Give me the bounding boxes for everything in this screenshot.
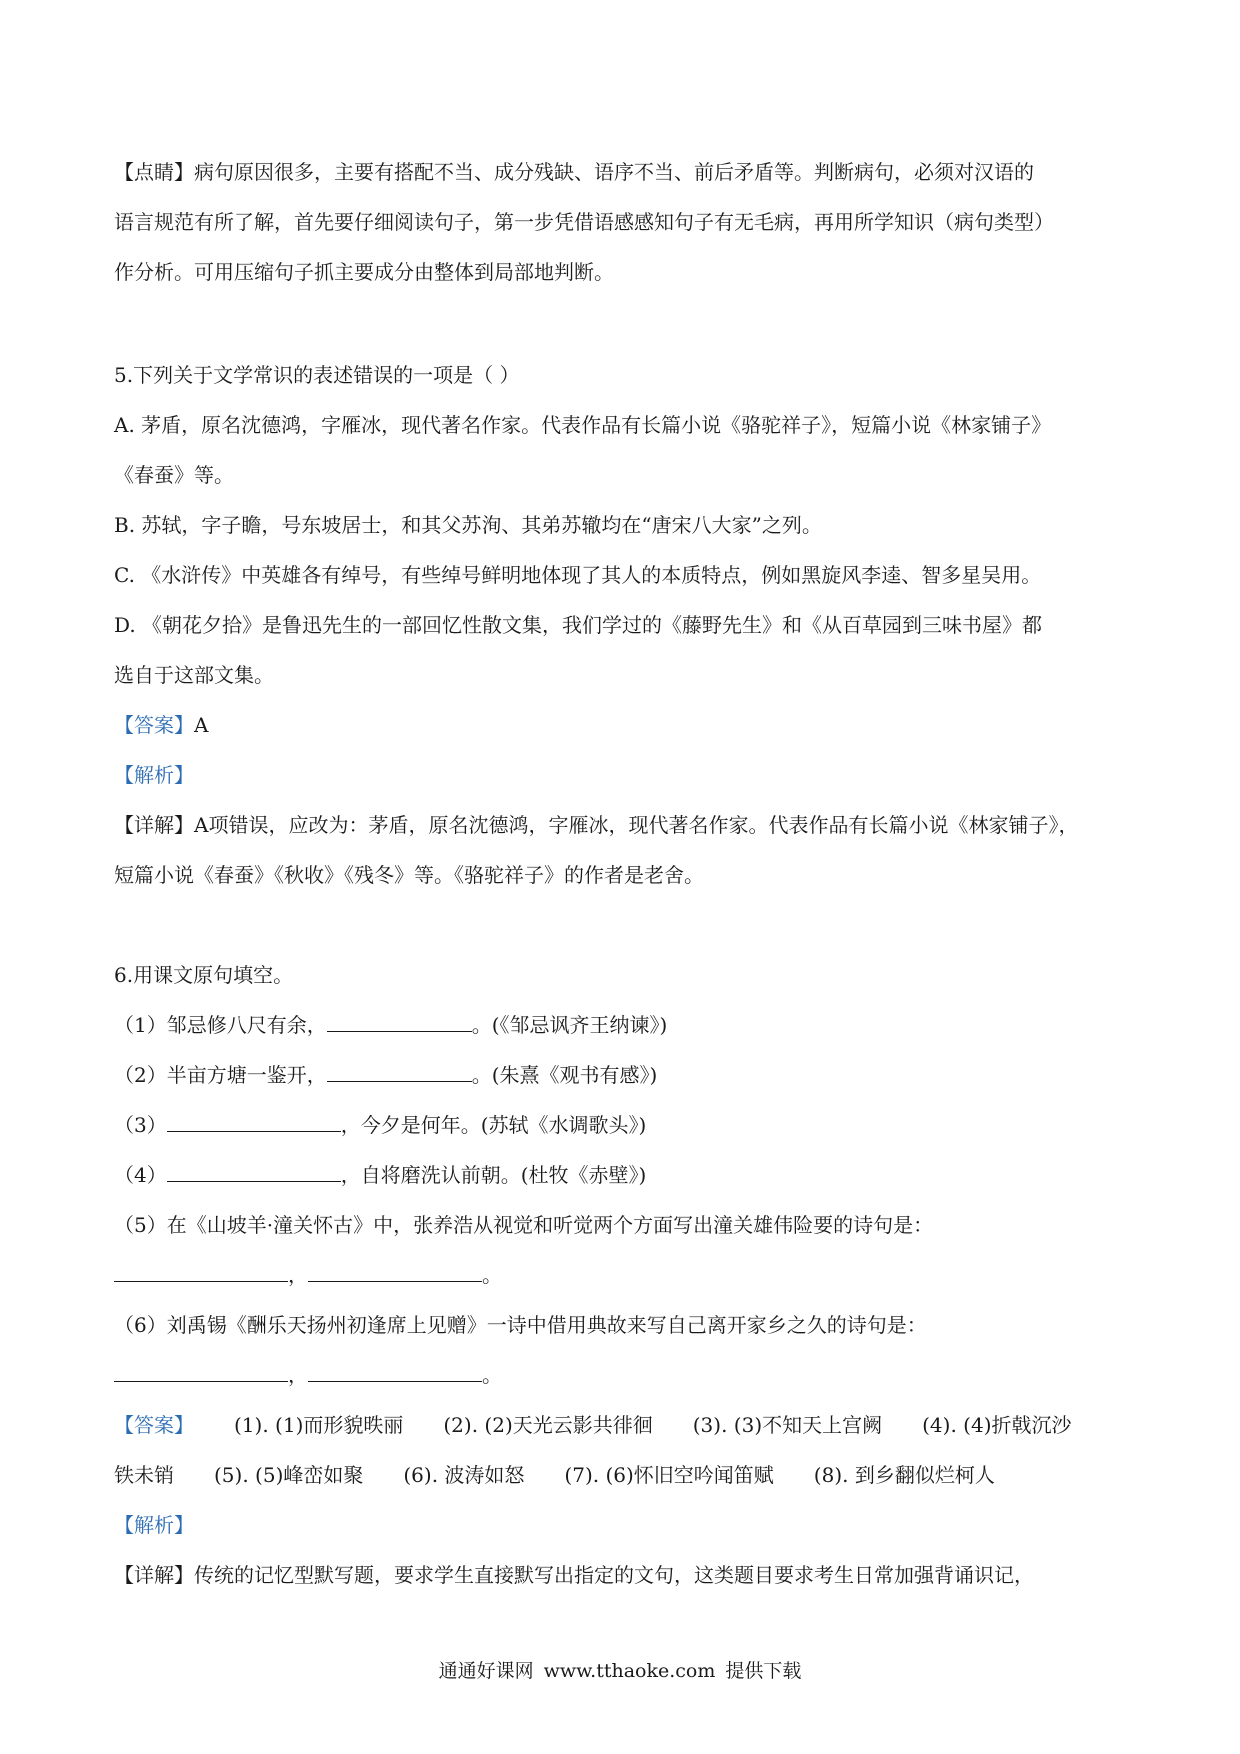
answer-item: (4). (4)折戟沉沙	[922, 1413, 1072, 1437]
question-5	[114, 350, 1130, 900]
q6-item-1: （1）邹忌修八尺有余， 。(《邹忌讽齐王纳谏》)	[114, 1000, 1130, 1050]
q5-analysis-tag: 【解析】	[114, 763, 194, 787]
q5-detail-line: A项错误，应改为：茅盾，原名沈德鸿，字雁冰，现代著名作家。代表作品有长篇小说《林家铺子》，	[194, 813, 1079, 837]
dianjing-line: 作分析。可用压缩句子抓主要成分由整体到局部地判断。	[114, 260, 614, 284]
q6-item-6: （6）刘禹锡《酬乐天扬州初逢席上见赠》一诗中借用典故来写自己离开家乡之久的诗句是：	[114, 1313, 927, 1337]
fill-blank	[167, 1101, 341, 1132]
q6-answers-line-1	[114, 1400, 1130, 1450]
answer-item: (7). (6)怀旧空吟闻笛赋	[564, 1463, 774, 1487]
answer-item: (5). (5)峰峦如聚	[214, 1463, 364, 1487]
q6-analysis-tag: 【解析】	[114, 1513, 194, 1537]
q5-option-b: B. 苏轼，字子瞻，号东坡居士，和其父苏洵、其弟苏辙均在“唐宋八大家”之列。	[114, 513, 822, 537]
answer-item: (3). (3)不知天上宫阙	[692, 1413, 883, 1437]
answer-item: 铁未销	[114, 1463, 174, 1487]
q6-item-5: （5）在《山坡羊·潼关怀古》中，张养浩从视觉和听觉两个方面写出潼关雄伟险要的诗句是：	[114, 1213, 934, 1237]
fill-blank	[308, 1251, 482, 1282]
q5-option-a: A. 茅盾，原名沈德鸿，字雁冰，现代著名作家。代表作品有长篇小说《骆驼祥子》，短篇小说《林家铺子》	[114, 413, 1052, 437]
q6-stem: 6.用课文原句填空。	[114, 963, 294, 987]
dianjing-tag: 【点睛】	[114, 160, 194, 184]
q6-item-6-blanks: ， 。	[114, 1350, 1130, 1400]
fill-blank	[114, 1351, 288, 1382]
q5-stem: 5.下列关于文学常识的表述错误的一项是（ ）	[114, 363, 520, 387]
q6-detail-line: 传统的记忆型默写题，要求学生直接默写出指定的文句，这类题目要求考生日常加强背诵识记，	[194, 1563, 1034, 1587]
dianjing-line: 病句原因很多，主要有搭配不当、成分残缺、语序不当、前后矛盾等。判断病句，必须对汉语的	[194, 160, 1034, 184]
fill-blank	[308, 1351, 482, 1382]
q5-detail-tag: 【详解】	[114, 813, 194, 837]
q5-option-d: D. 《朝花夕拾》是鲁迅先生的一部回忆性散文集，我们学过的《藤野先生》和《从百草园到三味书屋》都	[114, 613, 1043, 637]
q5-answer: A	[194, 713, 209, 737]
answer-item: (6). 波涛如怒	[403, 1463, 525, 1487]
question-6	[114, 950, 1130, 1600]
fill-blank	[114, 1251, 288, 1282]
q6-item-3: （3） ，今夕是何年。(苏轼《水调歌头》)	[114, 1100, 1130, 1150]
q6-item-5-blanks: ， 。	[114, 1250, 1130, 1300]
q6-item-4: （4） ，自将磨洗认前朝。(杜牧《赤壁》)	[114, 1150, 1130, 1200]
answer-item: (2). (2)天光云影共徘徊	[443, 1413, 653, 1437]
answer-item: (1). (1)而形貌昳丽	[234, 1413, 404, 1437]
fill-blank	[327, 1051, 472, 1082]
page-footer	[0, 1656, 1240, 1686]
q6-answer-tag: 【答案】	[114, 1413, 194, 1437]
fill-blank	[167, 1151, 341, 1182]
q5-option-a-cont: 《春蚕》等。	[114, 463, 234, 487]
dianjing-section	[114, 147, 1130, 297]
dianjing-line: 语言规范有所了解，首先要仔细阅读句子，第一步凭借语感感知句子有无毛病，再用所学知识（病句类型）	[114, 210, 1054, 234]
q5-option-d-cont: 选自于这部文集。	[114, 663, 274, 687]
q6-answers-line-2	[114, 1450, 1130, 1500]
footer-site-name: 通通好课网	[438, 1660, 534, 1682]
q6-detail-tag: 【详解】	[114, 1563, 194, 1587]
answer-item: (8). 到乡翻似烂柯人	[813, 1463, 995, 1487]
q6-item-2: （2）半亩方塘一鉴开， 。(朱熹《观书有感》)	[114, 1050, 1130, 1100]
footer-suffix: 提供下载	[725, 1660, 802, 1682]
footer-url[interactable]: www.tthaoke.com	[543, 1660, 716, 1682]
q5-option-c: C. 《水浒传》中英雄各有绰号，有些绰号鲜明地体现了其人的本质特点，例如黑旋风李逵、智多星吴用。	[114, 563, 1042, 587]
q5-detail-line: 短篇小说《春蚕》《秋收》《残冬》等。《骆驼祥子》的作者是老舍。	[114, 863, 704, 887]
q5-answer-tag: 【答案】	[114, 713, 194, 737]
fill-blank	[327, 1001, 472, 1032]
